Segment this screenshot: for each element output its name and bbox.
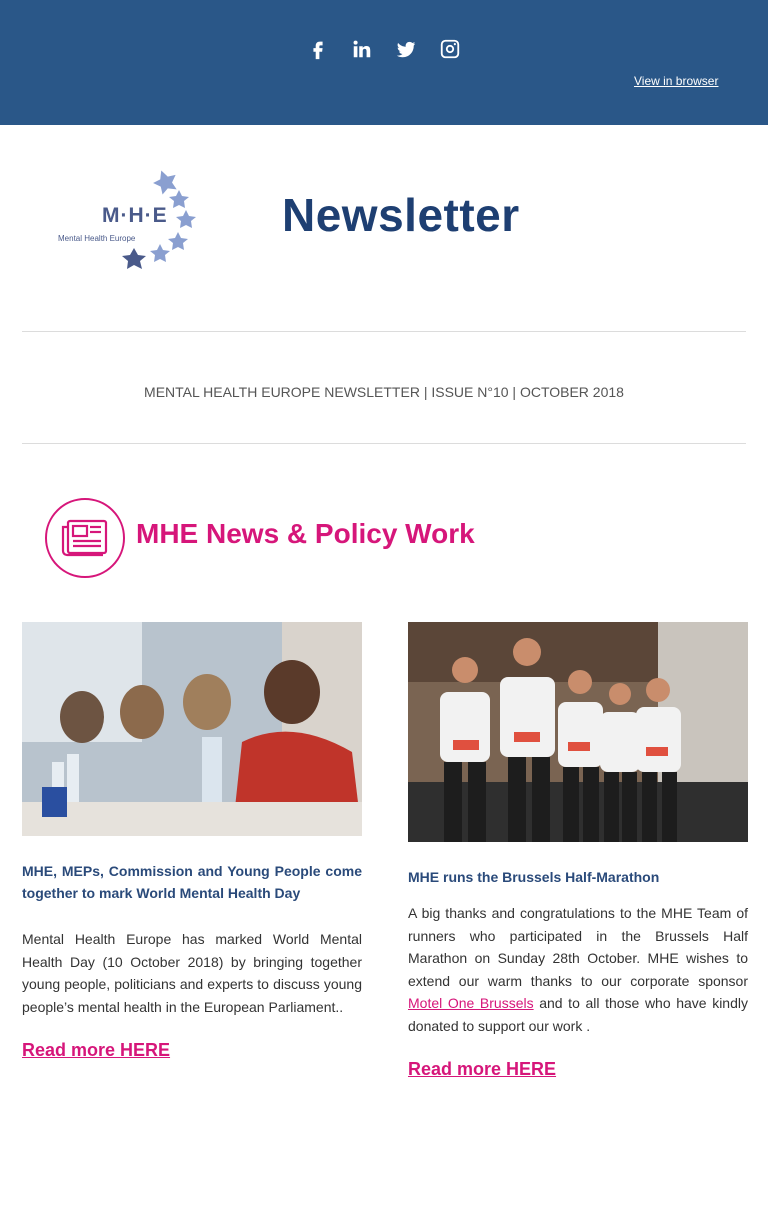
view-in-browser-link[interactable]: View in browser xyxy=(634,74,719,88)
article-photo-meeting xyxy=(22,622,362,836)
article-body-text-end: and to all those who have kindly donated to support our work . xyxy=(408,995,748,1034)
read-more-link[interactable]: Read more HERE xyxy=(22,1040,171,1060)
article-card-world-mental-health-day xyxy=(22,622,362,1061)
twitter-icon[interactable] xyxy=(393,36,419,62)
article-photo-runners xyxy=(408,622,748,842)
issue-line: MENTAL HEALTH EUROPE NEWSLETTER | ISSUE N°10 | OCTOBER 2018 xyxy=(144,384,624,400)
section-title: MHE News & Policy Work xyxy=(136,518,475,549)
instagram-icon[interactable] xyxy=(437,36,463,62)
meeting-photo-illustration xyxy=(22,622,362,836)
mhe-logo xyxy=(54,164,214,274)
article-heading: MHE runs the Brussels Half-Marathon xyxy=(408,869,660,885)
article-body-text: A big thanks and congratulations to the MHE Team of runners who participated in the Brussels Half Marathon on Sunday 28th October. MHE wishes to extend our warm thanks to our corporate sponsor xyxy=(408,905,748,989)
newspaper-icon xyxy=(45,498,125,578)
article-body xyxy=(408,902,748,1037)
article-body: Mental Health Europe has marked World Mental Health Day (10 October 2018) by bringing together young people, politicians and experts to discuss young people’s mental health in the European Parliament.. xyxy=(22,931,362,1015)
read-more-link[interactable]: Read more HERE xyxy=(408,1059,557,1079)
divider-top xyxy=(22,331,746,332)
newsletter-title: Newsletter xyxy=(282,189,520,241)
article-card-half-marathon xyxy=(408,622,748,1080)
linkedin-icon[interactable] xyxy=(349,36,375,62)
top-bar xyxy=(0,0,768,125)
logo-subtitle: Mental Health Europe xyxy=(58,234,136,243)
divider-bottom xyxy=(22,443,746,444)
motel-one-link[interactable]: Motel One Brussels xyxy=(408,995,534,1011)
facebook-icon[interactable] xyxy=(305,36,331,62)
social-links xyxy=(0,36,768,62)
runners-photo-illustration xyxy=(408,622,748,842)
logo-text: M·H·E xyxy=(102,204,168,227)
article-heading: MHE, MEPs, Commission and Young People come together to mark World Mental Health Day xyxy=(22,863,362,901)
